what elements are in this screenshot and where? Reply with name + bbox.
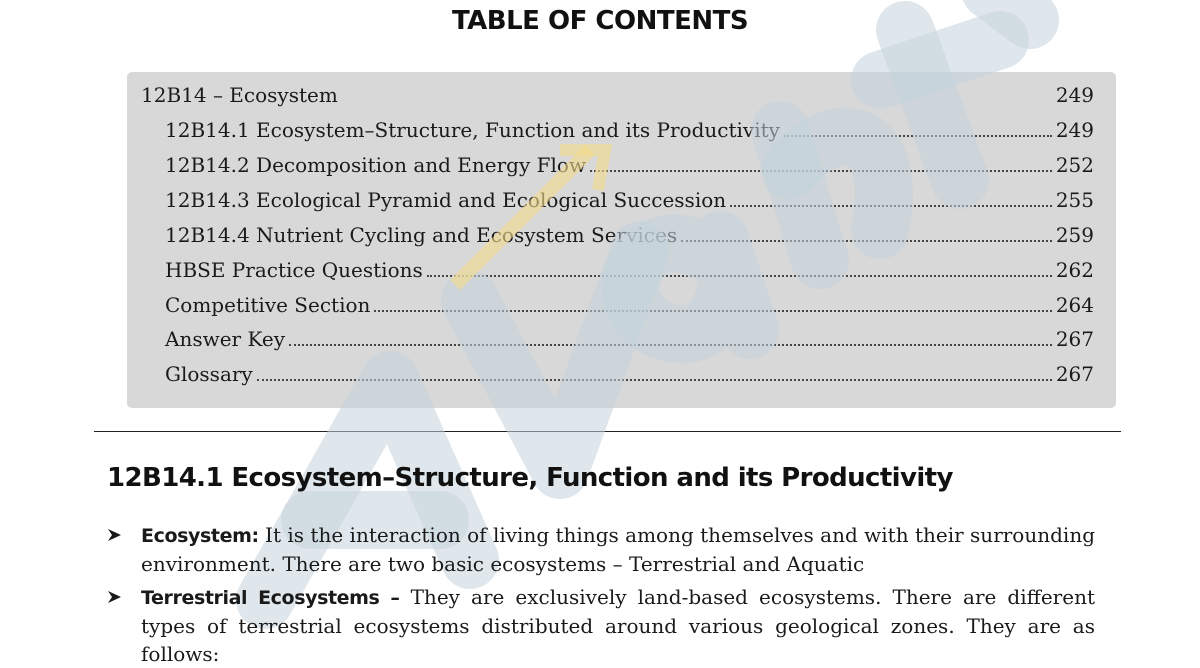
- bullet-terrestrial-ecosystems: [107, 583, 1095, 668]
- toc-entry-label: 12B14.1 Ecosystem–Structure, Function and its Productivity: [165, 118, 780, 142]
- toc-entry[interactable]: [127, 150, 1116, 180]
- toc-entry[interactable]: [127, 290, 1116, 320]
- bullet-text: It is the interaction of living things among themselves and with their surrounding environment. There are two basic ecosystems – Terrestrial and Aquatic: [141, 523, 1095, 576]
- toc-chapter-page: 249: [1055, 83, 1094, 107]
- toc-leader: [257, 379, 1052, 381]
- toc-entry-page: 262: [1055, 258, 1094, 282]
- toc-leader: [289, 344, 1052, 346]
- toc-entry[interactable]: [127, 115, 1116, 145]
- toc-entry[interactable]: [127, 220, 1116, 250]
- toc-entry-label: Competitive Section: [165, 293, 371, 317]
- arrowhead-bullet-icon: [107, 521, 123, 558]
- toc-leader: [590, 170, 1052, 172]
- toc-entry[interactable]: [127, 185, 1116, 215]
- bullet-text: They are exclusively land-based ecosystems. There are different types of terrestrial ecosystems distributed around various geological zones. They are as follows:: [141, 585, 1095, 666]
- toc-leader: [681, 240, 1052, 242]
- toc-leader: [427, 275, 1052, 277]
- toc-entry-label: 12B14.3 Ecological Pyramid and Ecological Succession: [165, 188, 727, 212]
- section-heading: 12B14.1 Ecosystem–Structure, Function and its Productivity: [107, 463, 953, 493]
- bullet-body: [141, 521, 1095, 578]
- toc-chapter-label: 12B14 – Ecosystem: [141, 83, 338, 107]
- toc-entry-page: 255: [1055, 188, 1094, 212]
- toc-entry[interactable]: [127, 255, 1116, 285]
- toc-entry-label: 12B14.4 Nutrient Cycling and Ecosystem Services: [165, 223, 678, 247]
- page-title: TABLE OF CONTENTS: [451, 6, 749, 36]
- bullet-term: Ecosystem:: [141, 525, 259, 547]
- toc-entry-page: 249: [1055, 118, 1094, 142]
- toc-entry-page: 267: [1055, 362, 1094, 386]
- section-divider: [94, 431, 1121, 432]
- toc-leader: [784, 135, 1052, 137]
- bullet-ecosystem: [107, 521, 1095, 578]
- toc-chapter-row[interactable]: [127, 80, 1116, 110]
- bullet-body: [141, 583, 1095, 668]
- toc-leader: [730, 205, 1052, 207]
- bullet-term: Terrestrial Ecosystems –: [141, 587, 400, 609]
- toc-entry[interactable]: [127, 324, 1116, 354]
- toc-entry-label: Glossary: [165, 362, 253, 386]
- toc-entry-page: 259: [1055, 223, 1094, 247]
- arrowhead-bullet-icon: [107, 583, 123, 620]
- toc-entry-label: Answer Key: [165, 327, 285, 351]
- toc-entry-page: 264: [1055, 293, 1094, 317]
- toc-entry-page: 267: [1055, 327, 1094, 351]
- toc-leader: [374, 310, 1051, 312]
- toc-entry[interactable]: [127, 359, 1116, 389]
- table-of-contents: [127, 72, 1116, 408]
- toc-entry-page: 252: [1055, 153, 1094, 177]
- toc-entry-label: 12B14.2 Decomposition and Energy Flow: [165, 153, 587, 177]
- toc-entry-label: HBSE Practice Questions: [165, 258, 423, 282]
